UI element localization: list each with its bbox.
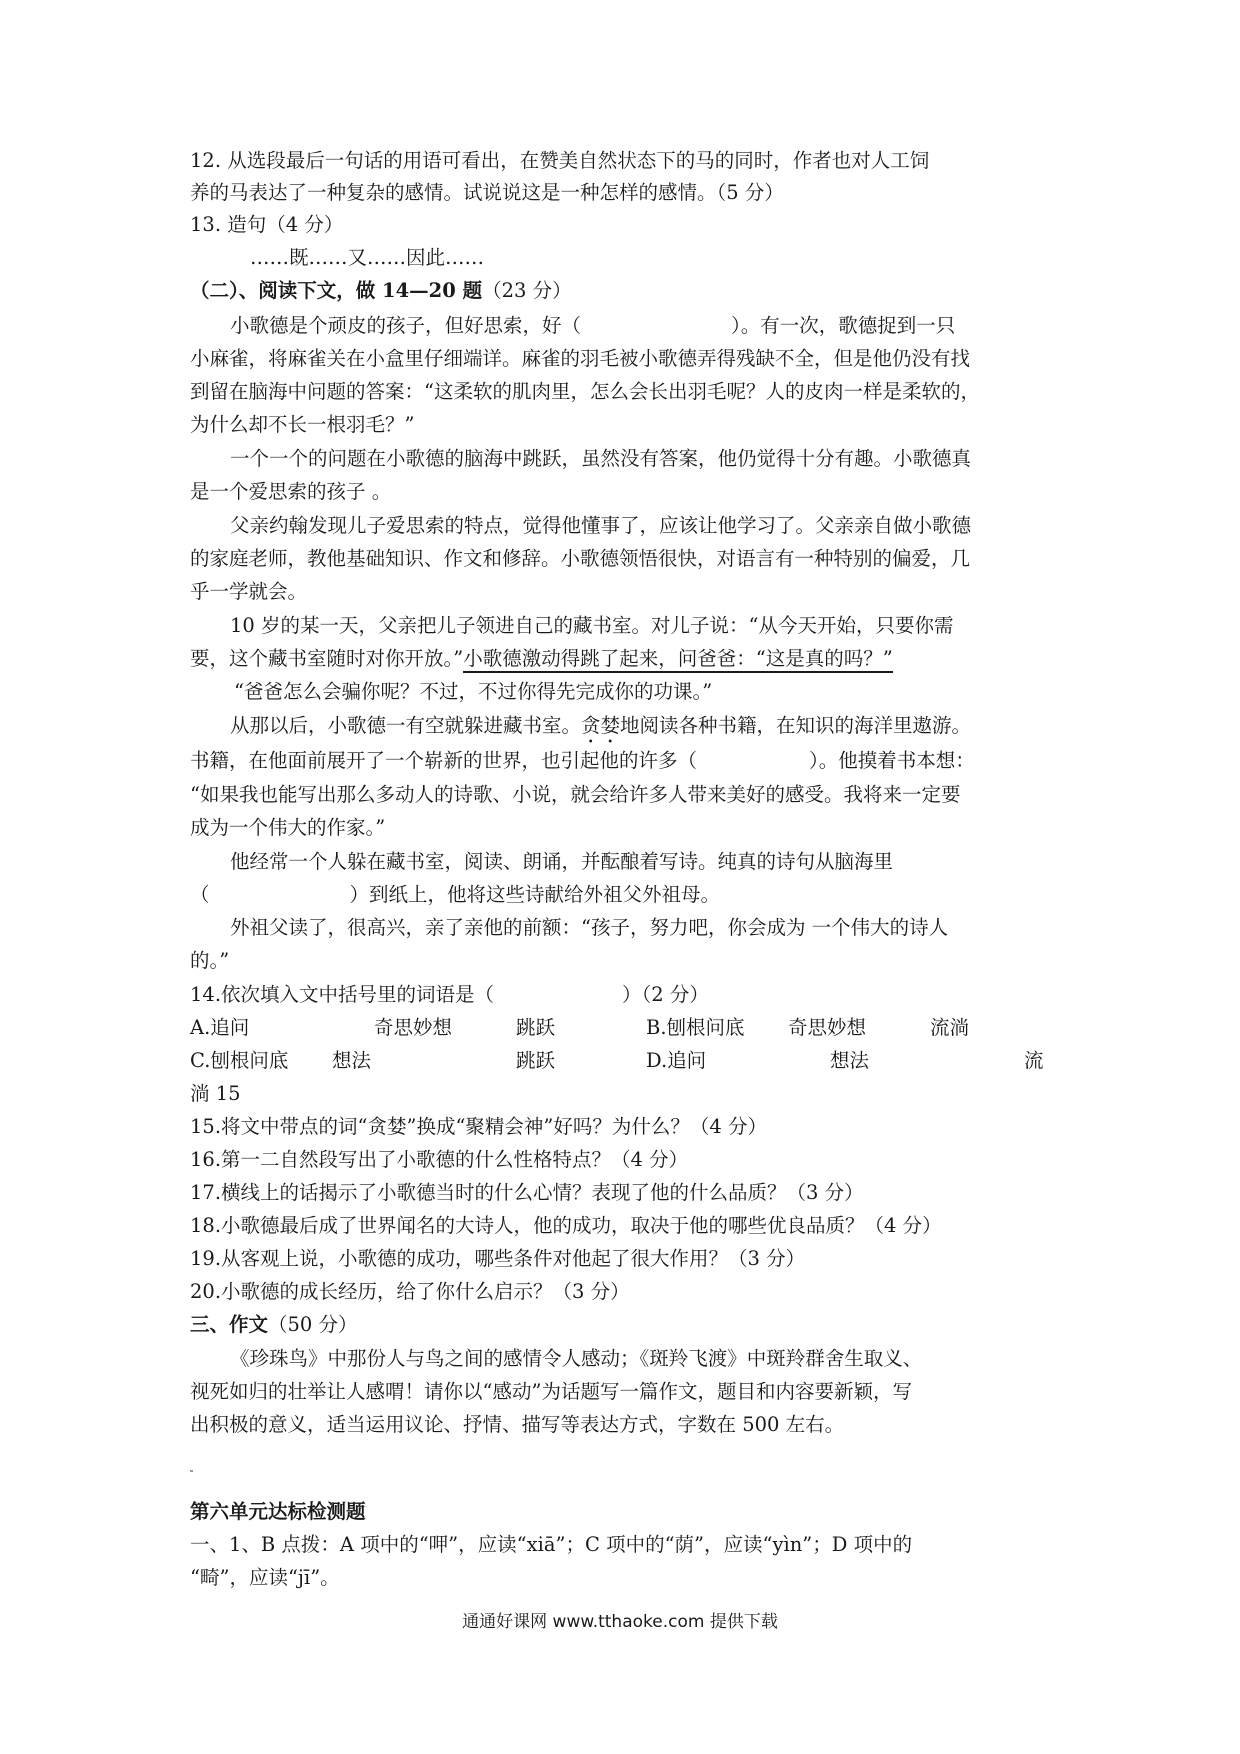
- text: 地阅读各种书籍，在知识的海洋里遨游。: [620, 714, 972, 737]
- passage-p7-line-1: 他经常一个人躲在藏书室，阅读、朗诵，并酝酿着写诗。纯真的诗句从脑海里: [230, 850, 894, 873]
- text: （: [190, 883, 210, 906]
- q13-pattern: ……既……又……因此……: [250, 246, 485, 269]
- section2-title: （二）、阅读下文，做 14—20 题: [190, 279, 483, 302]
- passage-p7-line-2: [190, 882, 1070, 908]
- underlined-sentence: 小歌德激动得跳了起来，问爸爸：“这是真的吗？”: [463, 647, 892, 673]
- question-17: 17.横线上的话揭示了小歌德当时的什么心情？表现了他的什么品质？（3 分）: [190, 1181, 864, 1204]
- text: 14.依次填入文中括号里的词语是（: [190, 983, 495, 1006]
- q14-stem: [190, 982, 1070, 1008]
- text: ）（2 分）: [622, 983, 709, 1006]
- option-b: B.刨根问底: [646, 1016, 745, 1039]
- passage-p1-line-1: [190, 313, 1110, 339]
- passage-p3-line-3: 乎一学就会。: [190, 580, 308, 603]
- q14-options-ab: [190, 1015, 1070, 1041]
- essay-prompt-line-2: 视死如归的壮举让人感喟！请你以“感动”为话题写一篇作文，题目和内容要新颖，写: [190, 1380, 912, 1403]
- passage-p8-line-1: 外祖父读了，很高兴，亲了亲他的前额：“孩子，努力吧，你会成为 一个伟大的诗人: [230, 916, 949, 939]
- option-d-word-3: 流: [1024, 1049, 1044, 1072]
- section3-score: （50 分）: [268, 1313, 358, 1336]
- q14-option-d-wrap: 淌 15: [190, 1082, 241, 1105]
- question-15: 15.将文中带点的词“贪婪”换成“聚精会神”好吗？为什么？（4 分）: [190, 1115, 767, 1138]
- option-d: D.追问: [646, 1049, 707, 1072]
- passage-p6-line-1: [190, 713, 1110, 739]
- question-18: 18.小歌德最后成了世界闻名的大诗人，他的成功，取决于他的哪些优良品质？（4 分）: [190, 1214, 942, 1237]
- essay-prompt-line-3: 出积极的意义，适当运用议论、抒情、描写等表达方式，字数在 500 左右。: [190, 1413, 845, 1436]
- answers-heading: 第六单元达标检测题: [190, 1500, 366, 1523]
- passage-p5-line-1: “爸爸怎么会骗你呢？不过，不过你得先完成你的功课。”: [234, 680, 713, 703]
- answers-line-1: 一、1、B 点拨：A 项中的“呷”，应读“xiā”；C 项中的“荫”，应读“yìn”；D 项中的: [190, 1533, 913, 1556]
- passage-p2-line-2: 是一个爱思索的孩子 。: [190, 480, 392, 503]
- q12-line-1: 12. 从选段最后一句话的用语可看出，在赞美自然状态下的马的同时，作者也对人工饲: [190, 149, 930, 172]
- question-19: 19.从客观上说，小歌德的成功，哪些条件对他起了很大作用？（3 分）: [190, 1247, 806, 1270]
- option-b-word-3: 流淌: [930, 1016, 970, 1039]
- option-a-word-3: 跳跃: [516, 1016, 556, 1039]
- option-c-word-3: 跳跃: [516, 1049, 556, 1072]
- passage-p3-line-1: 父亲约翰发现儿子爱思索的特点，觉得他懂事了，应该让他学习了。父亲亲自做小歌德: [230, 514, 972, 537]
- passage-p4-line-1: 10 岁的某一天，父亲把儿子领进自己的藏书室。对儿子说：“从今天开始，只要你需: [230, 614, 954, 637]
- passage-p8-line-2: 的。”: [190, 949, 230, 972]
- passage-p1-line-2: 小麻雀，将麻雀关在小盒里仔细端详。麻雀的羽毛被小歌德弄得残缺不全，但是他仍没有找: [190, 347, 971, 370]
- section3-heading: [190, 1312, 1070, 1338]
- dotted-word: 贪婪: [581, 714, 621, 737]
- option-b-word-2: 奇思妙想: [788, 1016, 867, 1039]
- passage-p6-line-2: [190, 748, 1070, 774]
- question-20: 20.小歌德的成长经历，给了你什么启示？（3 分）: [190, 1280, 630, 1303]
- text: 小歌德是个顽皮的孩子，但好思索，好（: [230, 314, 582, 337]
- section3-title: 三、作文: [190, 1313, 269, 1336]
- passage-p6-line-4: 成为一个伟大的作家。”: [190, 816, 386, 839]
- question-16: 16.第一二自然段写出了小歌德的什么性格特点？（4 分）: [190, 1148, 689, 1171]
- section2-heading: [190, 278, 1070, 304]
- option-c-word-2: 想法: [332, 1049, 372, 1072]
- text: 书籍，在他面前展开了一个崭新的世界，也引起他的许多（: [190, 749, 698, 772]
- essay-prompt-line-1: 《珍珠鸟》中那份人与鸟之间的感情令人感动；《斑羚飞渡》中斑羚群舍生取义、: [230, 1347, 923, 1370]
- section2-score: （23 分）: [482, 279, 572, 302]
- passage-p3-line-2: 的家庭老师，教他基础知识、作文和修辞。小歌德领悟很快，对语言有一种特别的偏爱，几: [190, 547, 971, 570]
- q13-label: 13. 造句（4 分）: [190, 213, 344, 236]
- text: ）。他摸着书本想：: [809, 749, 975, 772]
- q14-options-cd: [190, 1048, 1070, 1074]
- option-a: A.追问: [190, 1016, 250, 1039]
- q12-line-2: 养的马表达了一种复杂的感情。试说说这是一种怎样的感情。（5 分）: [190, 181, 784, 204]
- passage-p6-line-3: “如果我也能写出那么多动人的诗歌、小说，就会给许多人带来美好的感受。我将来一定要: [190, 783, 961, 806]
- text: 要，这个藏书室随时对你开放。”: [190, 647, 464, 670]
- option-d-word-2: 想法: [830, 1049, 870, 1072]
- text: ）到纸上，他将这些诗献给外祖父外祖母。: [349, 883, 721, 906]
- answers-line-2: “畸”，应读“jī”。: [190, 1566, 340, 1589]
- passage-p2-line-1: 一个一个的问题在小歌德的脑海中跳跃，虽然没有答案，他仍觉得十分有趣。小歌德真: [230, 447, 972, 470]
- passage-p4-line-2: [190, 646, 1070, 672]
- passage-p1-line-3: 到留在脑海中问题的答案：“这柔软的肌肉里，怎么会长出羽毛呢？人的皮肉一样是柔软的，: [190, 380, 980, 403]
- option-a-word-2: 奇思妙想: [374, 1016, 453, 1039]
- text: ）。有一次，歌德捉到一只: [731, 314, 956, 337]
- passage-p1-line-4: 为什么却不长一根羽毛？”: [190, 413, 415, 436]
- option-c: C.刨根问底: [190, 1049, 289, 1072]
- text: 从那以后，小歌德一有空就躲进藏书室。: [230, 714, 582, 737]
- stray-mark: [190, 1470, 193, 1472]
- page-footer: 通通好课网 www.tthaoke.com 提供下载: [462, 1612, 778, 1632]
